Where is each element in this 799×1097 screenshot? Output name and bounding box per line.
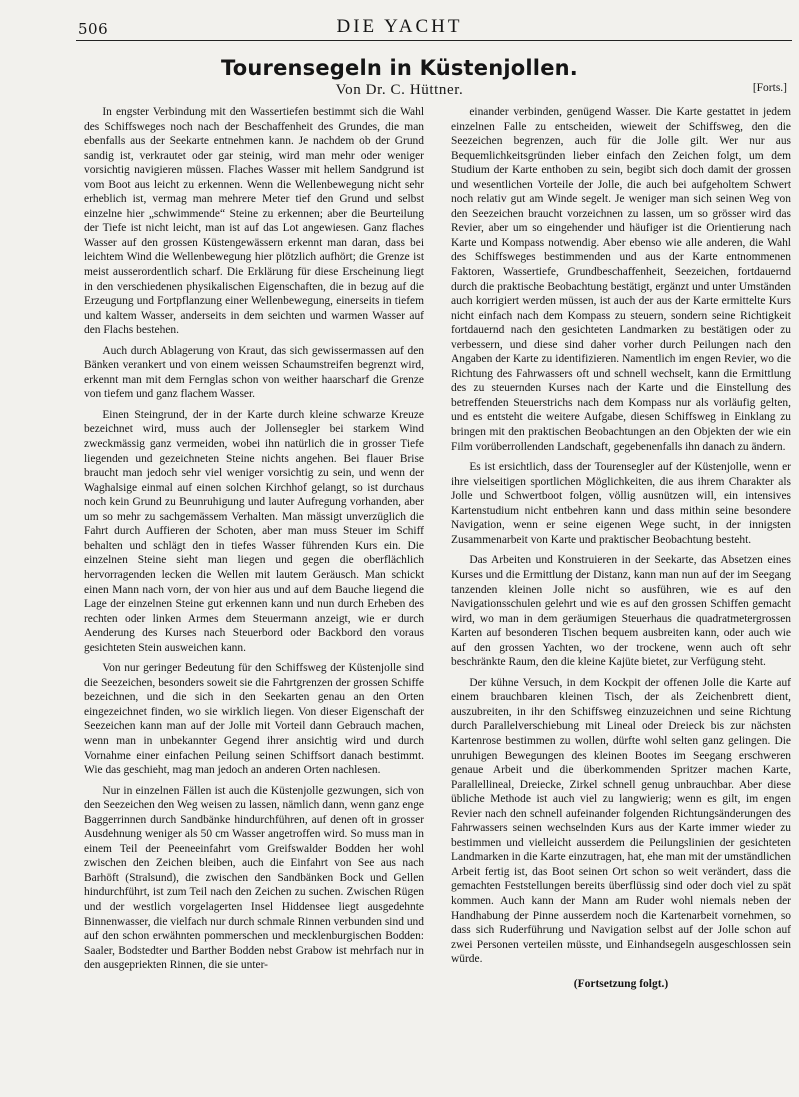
continued-mark: [Forts.] — [752, 82, 787, 94]
page-number: 506 — [78, 20, 109, 38]
paragraph: einander verbinden, genügend Wasser. Die Karte gestattet in jedem einzelnen Falle zu entscheiden, wieweit der Schiffsweg, den die Seezeichen begrenzen, auch für die Jolle gilt. Wer nur aus Bequemlichkeitsgründen lieber einfach den Zeichen folgt, um dem Studium der Karte enthoben zu sein, begibt sich doch damit der grossen und wesentlichen Vorteile der Jolle, die auch bei aufgeholtem Schwert noch relativ gut am Winde segelt. Je weniger man sich seinen Weg von den Seezeichen braucht vorzeichnen zu lassen, um so grösser wird das Revier, aber um so eingehender und häufiger ist die Orientierung nach Karte und Kompass notwendig. Aber ebenso wie alle anderen, die Wahl des Schiffsweges bestimmenden und aus der Karte entnommenen Faktoren, Wassertiefe, Grundbeschaffenheit, Seezeichen, fortdauernd durch die praktische Beobachtung bestätigt, ergänzt und unter Umständen auch korrigiert werden müssen, ist auch der aus der Karte ermittelte Kurs nicht einfach nach dem Kompass zu steuern, sondern seine Richtigkeit fortdauernd nach den gesichteten Landmarken zu bestätigen oder zu verbessern, und diese sind daher vorher durch Peilungen nach den Angaben der Karte zu identifizieren. Namentlich im engen Revier, wo die Richtung des Fahrwassers oft und schnell wechselt, kann die Ermittlung des zu steuernden Kurses nach der Karte und die Einstellung des betreffenden Steuerstrichs nach dem Kompass nur als vorläufig gelten, und es entsteht die weitere Aufgabe, diesen Schiffsweg in Einklang zu bringen mit den praktischen Beobachtungen an den Objekten der wie ein Film vorüberrollenden Landschaft, gegebenenfalls ihn danach zu ändern. — [451, 106, 791, 453]
paragraph: Es ist ersichtlich, dass der Tourensegler auf der Küstenjolle, wenn er ihre vielseitigen sportlichen Möglichkeiten, die aus ihrem Charakter als Jolle und Schwertboot folgen, völlig ausnützen will, ein intensives Kartenstudium nicht entbehren kann und dass mithin seine besondere Navigation, wenn er seine eigenen Wege sucht, in der innigsten Zusammenarbeit von Karte und praktischer Beobachtung besteht. — [451, 461, 791, 546]
paragraph: Auch durch Ablagerung von Kraut, das sich gewissermassen auf den Bänken verankert und von einem weissen Schaumstreifen begrenzt wird, erkennt man mit dem Fernglas schon von weither haarscharf die Grenze von tiefem und ganz flachem Wasser. — [84, 344, 424, 401]
paragraph: Nur in einzelnen Fällen ist auch die Küstenjolle gezwungen, sich von den Seezeichen den Weg weisen zu lassen, nämlich dann, wenn ganz enge Baggerrinnen durch Sandbänke hindurchführen, auf denen oft in grosser Ausdehnung weniger als 50 cm Wasser angetroffen wird. So muss man in einem Teil der Peeneeinfahrt vom Greifswalder Bodden her wohl zwischen den Zeichen bleiben, auch die Einfahrt von See aus nach Barhöft (Stralsund), die zwischen den Sandbänken Bock und Gellen hindurchführt, ist zum Teil nach den Zeichen zu suchen. Zwischen Rügen und der westlich vorgelagerten Insel Hiddensee liegt ausgedehnte Binnenwasser, die vielfach nur durch schmale Rinnen verbunden sind und auf den schon erwähnten pommerschen und mecklenburgischen Bodden: Saaler, Bodstedter und Barther Bodden nebst Grabow ist mehrfach nur in den ausgepriekten Rinnen, die sie unter- — [84, 784, 424, 972]
paragraph: Von nur geringer Bedeutung für den Schiffsweg der Küstenjolle sind die Seezeichen, besonders soweit sie die Fahrtgrenzen der grossen Schiffe bezeichnen, und die sich in den Seekarten genau an den Orten eingezeichnet finden, wo sie wirklich liegen. Von dieser Eigenschaft der Seezeichen kann man auf der Jolle mit Vorteil dann Gebrauch machen, wenn man in unbekannter Gegend ihrer ansichtig wird und durch Vornahme einer einfachen Peilung seinen Schiffsort danach bestimmt. Wie das geschieht, mag man jedoch an anderen Orten nachlesen. — [84, 662, 424, 777]
header-rule — [76, 40, 792, 41]
article-byline: Von Dr. C. Hüttner. — [335, 82, 464, 98]
right-column — [451, 105, 791, 991]
paragraph: In engster Verbindung mit den Wassertiefen bestimmt sich die Wahl des Schiffsweges noch nach der Beschaffenheit des Grundes, die man ebenfalls aus der Seekarte entnehmen kann. Je nachdem ob der Grund sandig ist, verkrautet oder gar steinig, wird man mehr oder weniger vorsichtig navigieren müssen. Flaches Wasser mit hellem Sandgrund ist vom Boot aus leicht zu erkennen. Wenn die Wellenbewegung nicht sehr erheblich ist, vermag man mehrere Meter tief den Grund und selbst einzelne hier „schwimmende“ Steine zu erkennen; aber die Beurteilung der Tiefe ist nicht leicht, man ist auf das Lot angewiesen. Ganz flaches Wasser auf den grossen Küstengewässern erkennt man daran, dass bei leichtem Wind die Wellenbewegung hier plötzlich aufhört; die Grenze ist meist ausserordentlich scharf. Die Erklärung für diese Erscheinung liegt in den verschiedenen physikalischen Eigenschaften, die in bezug auf die Erzeugung und Fortpflanzung einer Wellenbewegung, einerseits in tiefem und kaltem Wasser, anderseits in dem seichten und warmen Wasser auf den Flachs bestehen. — [84, 106, 424, 337]
continuation-note: (Fortsetzung folgt.) — [573, 977, 669, 990]
paragraph: Der kühne Versuch, in dem Kockpit der offenen Jolle die Karte auf einem brauchbaren kleinen Tisch, der als Zeichenbrett dient, auszubreiten, in ihr den Schiffsweg einzuzeichnen und seine Richtung durch Parallelverschiebung mit Lineal oder Dreieck bis zur nächsten Kartenrose bestimmen zu wollen, dürfte wohl selten ganz gelingen. Die unruhigen Bewegungen des kleinen Bootes im Seegang erschweren genaue Arbeit und die überkommenden Spritzer machen Karte, Parallellineal, Dreiecke, Zirkel schnell genug unbrauchbar. Aber diese übliche Methode ist auch viel zu langwierig; wenn es gilt, im engen Revier nach den schnell aufeinander folgenden Richtungsänderungen des Fahrwassers seinen wechselnden Kurs aus der Karte immer wieder zu bestimmen und vielleicht ausserdem die Peilungslinien der gesichteten Landmarken in die Karte einzutragen, hat, ehe man mit der umständlichen Arbeit fertig ist, das Boot seinen Ort schon so weit verändert, dass die gemachten Feststellungen bereits überflüssig sind oder doch viel zu spät kommen. Auch kann der Mann am Ruder wohl niemals neben der Handhabung der Pinne ausserdem noch die Kartenarbeit vornehmen, so dass sich Ruderführung und Navigation selbst auf der Jolle schon auf zwei Personen verteilen müsste, und Einhandsegeln ausgeschlossen sein würde. — [451, 676, 791, 966]
paragraph: Das Arbeiten und Konstruieren in der Seekarte, das Absetzen eines Kurses und die Ermittlung der Distanz, kann man nun auf der im Seegang tanzenden kleinen Jolle nicht so ausführen, wie es auf den Navigationsschulen gelehrt und wie es auf den grossen Schiffen gemacht wird, wo man in dem geräumigen Steuerhaus die quadratmetergrossen Karten auf besonderen Tischen bequem ausbreiten kann, oder auch wie auf den grossen Yachten, wo der trockene, wenn auch oft sehr beschränkte Raum, den die kleine Kajüte bietet, zur Verfügung steht. — [451, 554, 791, 669]
running-title: DIE YACHT — [336, 16, 463, 37]
article-title: Tourensegeln in Küstenjollen. — [221, 56, 578, 80]
paragraph: Einen Steingrund, der in der Karte durch kleine schwarze Kreuze bezeichnet wird, muss auch der Jollensegler bei starkem Wind zweckmässig ganz vermeiden, wobei ihn natürlich die in grosser Tiefe liegenden und gezeichneten Steine nichts angehen. Bei flauer Brise braucht man jedoch sehr viel weniger vorsichtig zu sein, und wenn der Waghalsige einmal auf einen solchen Kirchhof gelangt, so ist durchaus noch kein Grund zu Beunruhigung und lauter Aufregung vorhanden, aber um so mehr zu sachgemässem Verhalten. Man mässigt unverzüglich die Fahrt durch Auffieren der Schoten, aber man muss Steuer im Schiff behalten und schlägt den in tiefes Wasser führenden Kurs ein. Die einzelnen Steine sieht man liegen und gegen die oberflächlich hervorragenden lecken die Wellen mit lautem Geräusch. Man schickt einen Mann nach vorn, der von hier aus und auf dem Bauche liegend die Lage der einzelnen Steine gut erkennen kann und nun durch Erheben des rechten oder linken Armes dem Steuermann anzeigt, wie er durch Aenderung des Kurses nach Steuerbord oder Backbord den voraus gesichteten Stein ausweichen kann. — [84, 408, 424, 654]
left-column — [84, 105, 424, 973]
